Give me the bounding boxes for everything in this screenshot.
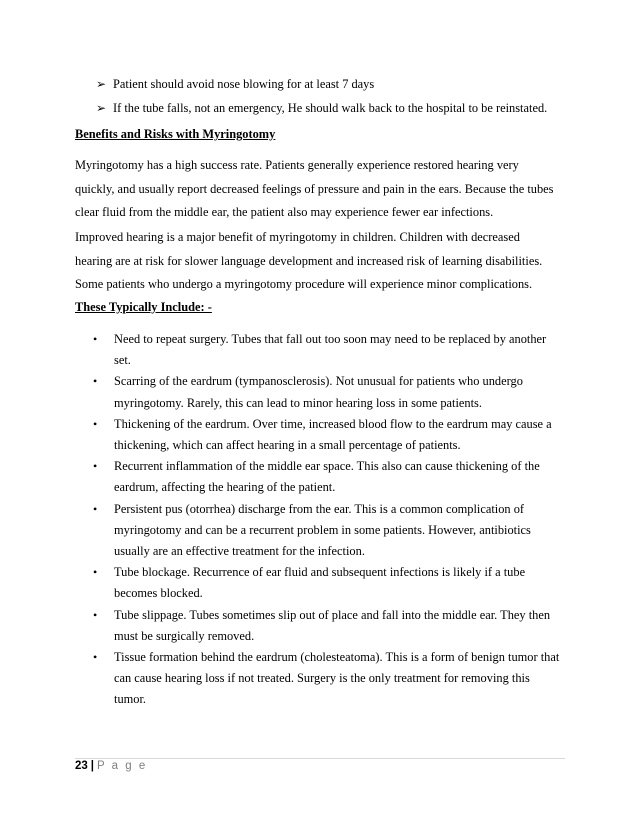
complication-item	[93, 329, 573, 371]
complication-item	[93, 456, 573, 498]
arrow-bullet-icon: ➢	[96, 101, 107, 115]
instruction-item	[96, 72, 576, 96]
instruction-item	[96, 96, 576, 120]
complication-line: can cause hearing loss if not treated. Surgery is the only treatment for removing this	[114, 671, 530, 686]
paragraph-line: hearing are at risk for slower language development and increased risk of learning disabilities.	[75, 253, 543, 268]
hearing-paragraph	[75, 226, 565, 297]
complication-line: must be surgically removed.	[114, 628, 255, 643]
complication-line: Thickening of the eardrum. Over time, increased blood flow to the eardrum may cause a	[114, 416, 552, 431]
bullet-icon: •	[93, 565, 98, 580]
paragraph-line: Myringotomy has a high success rate. Patients generally experience restored hearing very	[75, 158, 519, 172]
bullet-icon: •	[93, 374, 98, 389]
instruction-text: If the tube falls, not an emergency, He should walk back to the hospital to be reinstated.	[113, 101, 548, 115]
complications-list	[93, 329, 573, 711]
benefits-paragraph	[75, 154, 565, 225]
bullet-icon: •	[93, 416, 98, 431]
page-number: 23	[75, 760, 88, 772]
instruction-list	[96, 72, 576, 120]
bullet-icon: •	[93, 501, 98, 516]
complication-line: thickening, which can affect hearing in a small percentage of patients.	[114, 438, 461, 453]
footer-divider	[75, 758, 565, 759]
bullet-icon: •	[93, 607, 98, 622]
complication-item	[93, 414, 573, 456]
complication-line: eardrum, affecting the hearing of the patient.	[114, 480, 336, 495]
complication-item	[93, 605, 573, 647]
bullet-icon: •	[93, 459, 98, 474]
paragraph-line: Some patients who undergo a myringotomy procedure will experience minor complications.	[75, 277, 533, 291]
complications-heading: These Typically Include: -	[75, 300, 212, 314]
page-footer	[75, 760, 147, 772]
paragraph-line: Improved hearing is a major benefit of myringotomy in children. Children with decreased	[75, 230, 520, 244]
complication-line: Need to repeat surgery. Tubes that fall out too soon may need to be replaced by another	[114, 332, 547, 346]
complication-line: becomes blocked.	[114, 586, 203, 601]
complication-line: Persistent pus (otorrhea) discharge from the ear. This is a common complication of	[114, 501, 525, 516]
bullet-icon: •	[93, 650, 98, 665]
complication-item	[93, 647, 573, 711]
complication-line: set.	[114, 353, 131, 368]
complication-line: Tube blockage. Recurrence of ear fluid and subsequent infections is likely if a tube	[114, 565, 526, 580]
arrow-bullet-icon: ➢	[96, 77, 107, 91]
complication-item	[93, 371, 573, 413]
complication-line: Tissue formation behind the eardrum (cholesteatoma). This is a form of benign tumor that	[114, 650, 560, 665]
complication-line: myringotomy. Rarely, this can lead to minor hearing loss in some patients.	[114, 395, 482, 410]
complication-item	[93, 499, 573, 563]
complication-line: tumor.	[114, 692, 147, 707]
complication-item	[93, 562, 573, 604]
bullet-icon: •	[93, 332, 98, 346]
paragraph-line: quickly, and usually report decreased feelings of pressure and pain in the ears. Because the tubes	[75, 181, 554, 196]
complication-line: usually are an effective treatment for the infection.	[114, 544, 365, 559]
complication-line: Scarring of the eardrum (tympanosclerosis). Not unusual for patients who undergo	[114, 374, 523, 389]
footer-separator: |	[90, 760, 95, 772]
instruction-text: Patient should avoid nose blowing for at least 7 days	[113, 77, 375, 91]
complication-line: Tube slippage. Tubes sometimes slip out of place and fall into the middle ear. They then	[114, 607, 551, 622]
complication-line: myringotomy and can be a recurrent problem in some patients. However, antibiotics	[114, 522, 531, 537]
benefits-heading: Benefits and Risks with Myringotomy	[75, 127, 276, 141]
page-word: P a g e	[97, 760, 148, 772]
paragraph-line: clear fluid from the middle ear, the patient also may experience fewer ear infections.	[75, 205, 494, 219]
complication-line: Recurrent inflammation of the middle ear space. This also can cause thickening of the	[114, 459, 540, 474]
